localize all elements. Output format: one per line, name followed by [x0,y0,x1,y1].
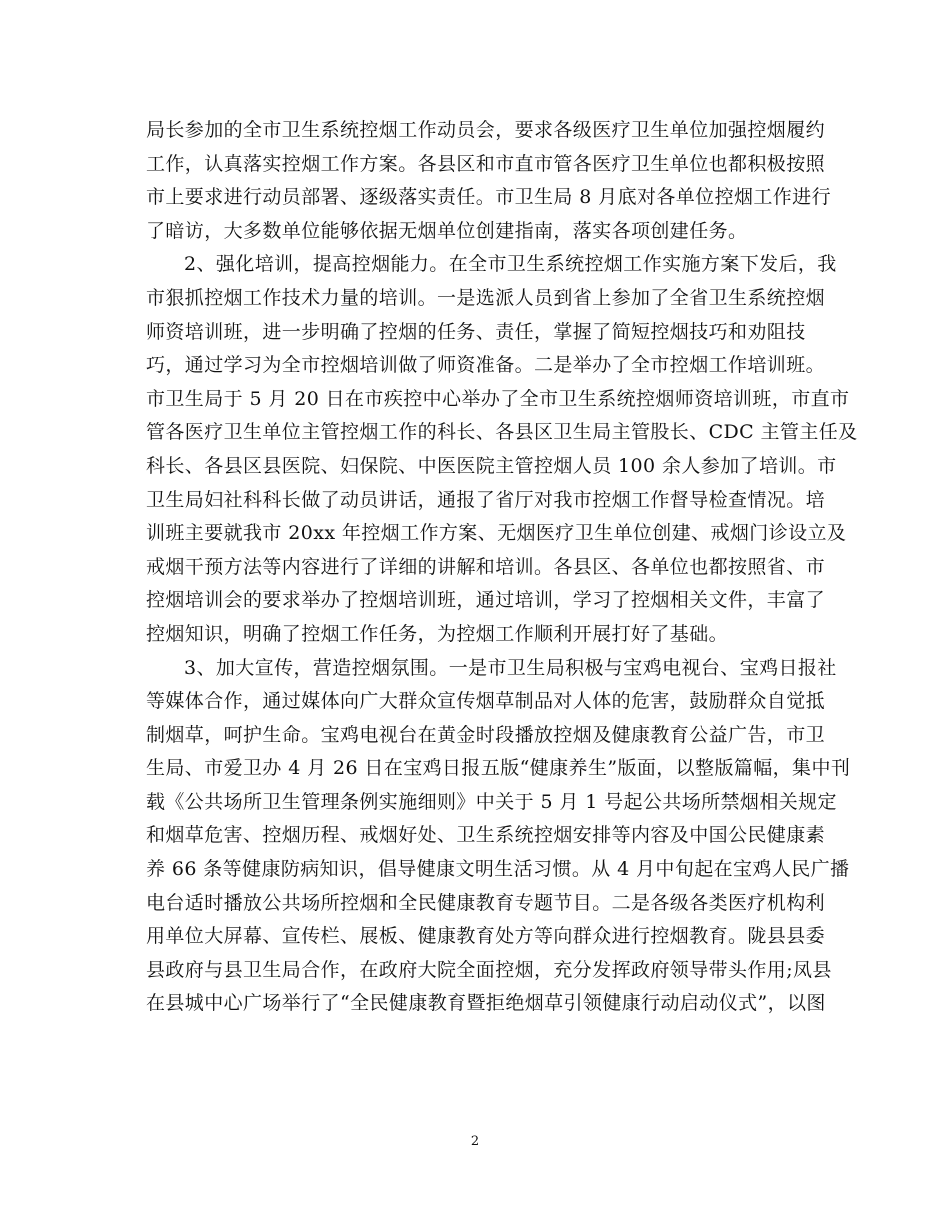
text-line: 局长参加的全市卫生系统控烟工作动员会，要求各级医疗卫生单位加强控烟履约 [146,119,826,141]
text-line: 师资培训班，进一步明确了控烟的任务、责任，掌握了简短控烟技巧和劝阻技 [146,320,806,343]
body-text [146,114,858,1021]
text-line: 市卫生局于 5 月 20 日在市疾控中心举办了全市卫生系统控烟师资培训班，市直市 [146,387,850,410]
text-line: 卫生局妇社科科长做了动员讲话，通报了省厅对我市控烟工作督导检查情况。培 [146,488,826,511]
paragraph-start-line: 2、强化培训，提高控烟能力。在全市卫生系统控烟工作实施方案下发后，我 [184,253,837,276]
text-line: 和烟草危害、控烟历程、戒烟好处、卫生系统控烟安排等内容及中国公民健康素 [146,824,826,847]
text-line: 市上要求进行动员部署、逐级落实责任。市卫生局 8 月底对各单位控烟工作进行 [146,186,831,209]
text-line: 县政府与县卫生局合作，在政府大院全面控烟，充分发挥政府领导带头作用;凤县 [146,958,832,981]
text-line: 养 66 条等健康防病知识，倡导健康文明生活习惯。从 4 月中旬起在宝鸡人民广播 [146,858,850,881]
text-line: 控烟培训会的要求举办了控烟培训班，通过培训，学习了控烟相关文件，丰富了 [146,589,826,612]
text-line: 巧，通过学习为全市控烟培训做了师资准备。二是举办了全市控烟工作培训班。 [146,354,826,377]
text-line: 生局、市爱卫办 4 月 26 日在宝鸡日报五版“健康养生”版面，以整版篇幅，集中刊 [146,757,851,780]
text-line: 用单位大屏幕、宣传栏、展板、健康教育处方等向群众进行控烟教育。陇县县委 [146,925,826,948]
text-line: 管各医疗卫生单位主管控烟工作的科长、各县区卫生局主管股长、CDC 主管主任及 [146,421,858,444]
text-line: 在县城中心广场举行了“全民健康教育暨拒绝烟草引领健康行动启动仪式”，以图 [146,992,826,1015]
paragraph-start-line: 3、加大宣传，营造控烟氛围。一是市卫生局积极与宝鸡电视台、宝鸡日报社 [184,656,837,679]
text-line: 电台适时播放公共场所控烟和全民健康教育专题节目。二是各级各类医疗机构利 [146,891,826,914]
text-line: 工作，认真落实控烟工作方案。各县区和市直市管各医疗卫生单位也都积极按照 [146,152,826,175]
text-line: 控烟知识，明确了控烟工作任务，为控烟工作顺利开展打好了基础。 [146,622,729,645]
text-line: 科长、各县区县医院、妇保院、中医医院主管控烟人员 100 余人参加了培训。市 [146,454,837,477]
text-line: 市狠抓控烟工作技术力量的培训。一是选派人员到省上参加了全省卫生系统控烟 [146,286,826,309]
text-line: 等媒体合作，通过媒体向广大群众宣传烟草制品对人体的危害，鼓励群众自觉抵 [146,690,826,713]
text-line: 训班主要就我市 20xx 年控烟工作方案、无烟医疗卫生单位创建、戒烟门诊设立及 [146,522,847,545]
text-line: 戒烟干预方法等内容进行了详细的讲解和培训。各县区、各单位也都按照省、市 [146,555,826,578]
page-number: 2 [470,1134,480,1149]
text-line: 载《公共场所卫生管理条例实施细则》中关于 5 月 1 号起公共场所禁烟相关规定 [146,790,837,813]
text-line: 了暗访，大多数单位能够依据无烟单位创建指南，落实各项创建任务。 [146,219,748,242]
text-line: 制烟草，呵护生命。宝鸡电视台在黄金时段播放控烟及健康教育公益广告，市卫 [146,723,826,746]
